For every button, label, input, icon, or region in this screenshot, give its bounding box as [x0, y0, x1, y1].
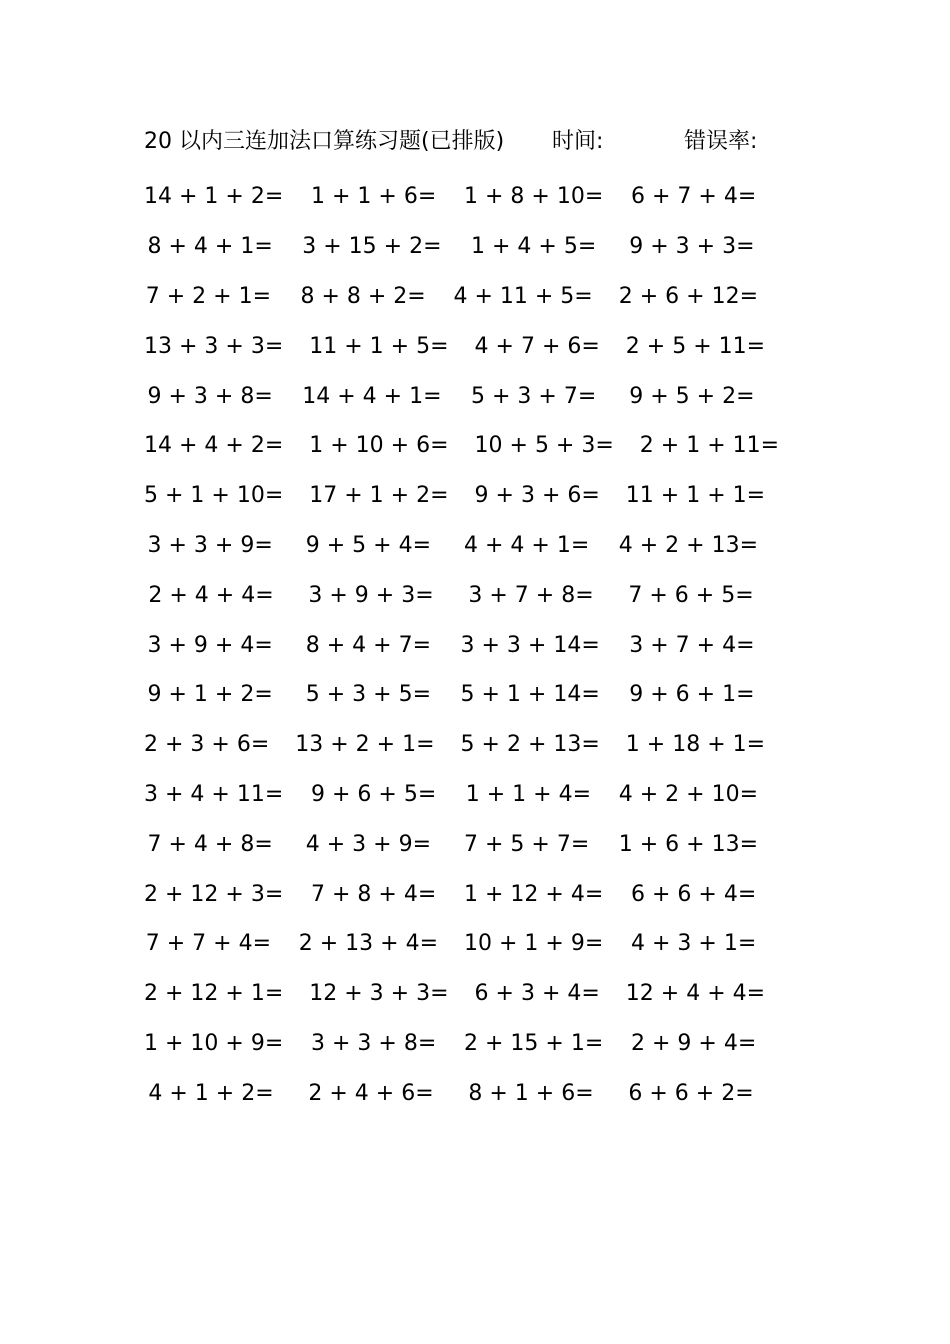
problem-item: 3 + 15 + 2=	[302, 234, 442, 260]
problem-item: 1 + 1 + 6=	[311, 184, 437, 210]
problem-item: 13 + 2 + 1=	[295, 732, 435, 758]
problem-item: 8 + 1 + 6=	[468, 1080, 594, 1106]
problem-item: 3 + 9 + 3=	[308, 582, 434, 608]
problem-item: 7 + 7 + 4=	[145, 931, 271, 957]
problem-item: 2 + 9 + 4=	[631, 1030, 757, 1056]
problem-row	[144, 371, 784, 421]
problem-item: 4 + 7 + 6=	[474, 333, 600, 359]
problem-item: 3 + 7 + 4=	[629, 632, 755, 658]
problem-row	[144, 570, 784, 620]
problem-item: 4 + 11 + 5=	[453, 283, 593, 309]
problem-item: 9 + 3 + 8=	[147, 383, 273, 409]
problem-item: 4 + 3 + 1=	[631, 931, 757, 957]
problem-item: 1 + 10 + 6=	[309, 433, 449, 459]
problem-row	[144, 222, 784, 272]
problem-item: 1 + 12 + 4=	[464, 881, 604, 907]
problem-item: 2 + 6 + 12=	[618, 283, 758, 309]
problem-item: 4 + 1 + 2=	[148, 1080, 274, 1106]
problem-item: 10 + 5 + 3=	[474, 433, 614, 459]
problem-item: 3 + 3 + 8=	[311, 1030, 437, 1056]
problem-row	[144, 819, 784, 869]
problem-item: 3 + 3 + 14=	[460, 632, 600, 658]
problem-item: 13 + 3 + 3=	[144, 333, 284, 359]
problem-grid	[144, 172, 784, 1118]
problem-item: 17 + 1 + 2=	[309, 483, 449, 509]
worksheet-title: 20 以内三连加法口算练习题(已排版)	[144, 129, 505, 154]
problem-item: 5 + 1 + 10=	[144, 483, 284, 509]
problem-item: 8 + 8 + 2=	[300, 283, 426, 309]
problem-item: 1 + 18 + 1=	[625, 732, 766, 758]
problem-row	[144, 869, 784, 919]
problem-row	[144, 1019, 784, 1069]
worksheet-header	[144, 124, 784, 160]
problem-item: 9 + 3 + 6=	[474, 483, 600, 509]
problem-item: 12 + 4 + 4=	[625, 981, 766, 1007]
problem-item: 1 + 10 + 9=	[144, 1030, 284, 1056]
problem-item: 7 + 4 + 8=	[147, 831, 273, 857]
problem-row	[144, 272, 784, 322]
problem-item: 2 + 12 + 3=	[144, 881, 284, 907]
problem-item: 5 + 2 + 13=	[460, 732, 600, 758]
problem-row	[144, 720, 784, 770]
time-label: 时间:	[552, 129, 604, 154]
problem-item: 5 + 1 + 14=	[460, 682, 600, 708]
problem-item: 9 + 6 + 5=	[311, 781, 437, 807]
problem-item: 11 + 1 + 1=	[625, 483, 766, 509]
problem-row	[144, 321, 784, 371]
problem-item: 3 + 9 + 4=	[147, 632, 273, 658]
problem-row	[144, 620, 784, 670]
problem-item: 2 + 12 + 1=	[144, 981, 284, 1007]
problem-row	[144, 1068, 784, 1118]
problem-item: 14 + 4 + 2=	[144, 433, 284, 459]
problem-item: 6 + 7 + 4=	[631, 184, 757, 210]
problem-item: 14 + 4 + 1=	[302, 383, 442, 409]
problem-item: 6 + 6 + 2=	[628, 1080, 754, 1106]
problem-item: 1 + 4 + 5=	[471, 234, 597, 260]
problem-item: 4 + 4 + 1=	[463, 532, 590, 558]
problem-item: 3 + 4 + 11=	[144, 781, 284, 807]
problem-item: 9 + 3 + 3=	[629, 234, 755, 260]
problem-item: 1 + 1 + 4=	[465, 781, 591, 807]
problem-row	[144, 421, 784, 471]
problem-item: 9 + 5 + 2=	[629, 383, 755, 409]
problem-item: 9 + 1 + 2=	[147, 682, 273, 708]
problem-item: 4 + 2 + 10=	[618, 781, 758, 807]
problem-item: 7 + 2 + 1=	[145, 283, 271, 309]
problem-item: 14 + 1 + 2=	[144, 184, 284, 210]
problem-item: 8 + 4 + 1=	[147, 234, 273, 260]
problem-item: 8 + 4 + 7=	[305, 632, 431, 658]
problem-row	[144, 471, 784, 521]
problem-item: 2 + 4 + 6=	[308, 1080, 434, 1106]
problem-item: 2 + 5 + 11=	[625, 333, 766, 359]
problem-item: 10 + 1 + 9=	[464, 931, 604, 957]
problem-item: 3 + 7 + 8=	[468, 582, 594, 608]
problem-item: 11 + 1 + 5=	[309, 333, 449, 359]
problem-item: 5 + 3 + 7=	[471, 383, 597, 409]
problem-item: 1 + 8 + 10=	[464, 184, 604, 210]
problem-item: 12 + 3 + 3=	[309, 981, 449, 1007]
problem-item: 4 + 3 + 9=	[305, 831, 431, 857]
problem-item: 9 + 5 + 4=	[305, 532, 431, 558]
problem-item: 7 + 6 + 5=	[628, 582, 754, 608]
problem-item: 1 + 6 + 13=	[618, 831, 759, 857]
error-rate-label: 错误率:	[684, 129, 758, 154]
problem-item: 3 + 3 + 9=	[147, 532, 273, 558]
problem-row	[144, 521, 784, 571]
problem-row	[144, 172, 784, 222]
problem-row	[144, 770, 784, 820]
problem-item: 5 + 3 + 5=	[305, 682, 431, 708]
problem-item: 9 + 6 + 1=	[629, 682, 755, 708]
problem-item: 6 + 6 + 4=	[631, 881, 757, 907]
problem-row	[144, 670, 784, 720]
problem-item: 2 + 3 + 6=	[144, 732, 270, 758]
problem-item: 2 + 13 + 4=	[298, 931, 438, 957]
problem-item: 6 + 3 + 4=	[474, 981, 600, 1007]
problem-item: 7 + 8 + 4=	[311, 881, 437, 907]
problem-item: 2 + 15 + 1=	[464, 1030, 604, 1056]
problem-item: 2 + 4 + 4=	[148, 582, 274, 608]
problem-item: 7 + 5 + 7=	[463, 831, 590, 857]
problem-item: 4 + 2 + 13=	[618, 532, 759, 558]
problem-item: 2 + 1 + 11=	[639, 433, 780, 459]
problem-row	[144, 919, 784, 969]
problem-row	[144, 969, 784, 1019]
